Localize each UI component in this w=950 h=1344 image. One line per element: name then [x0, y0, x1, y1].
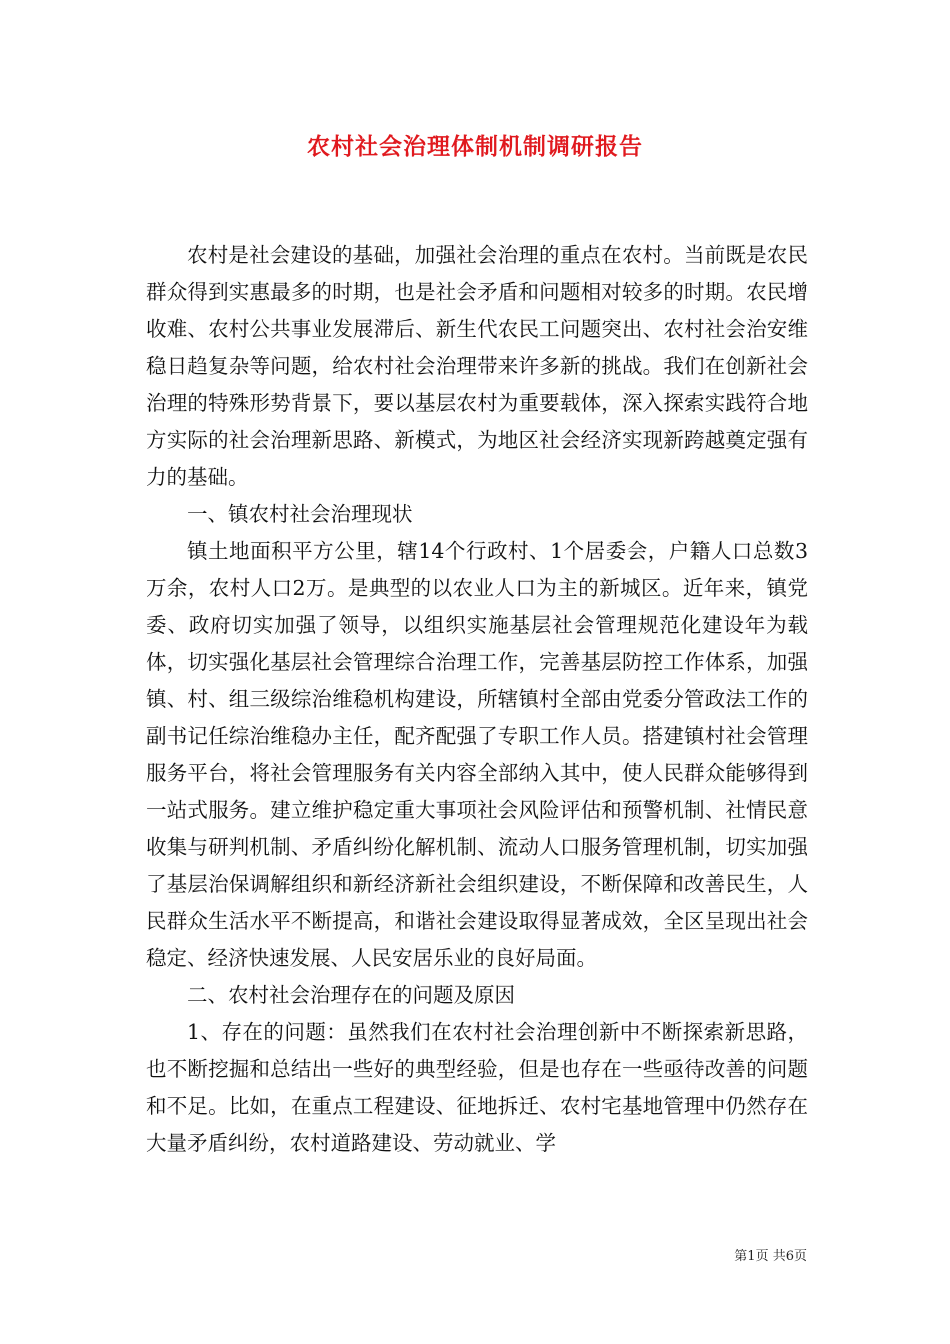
- footer-current-page: 1: [747, 1249, 756, 1264]
- page-number-footer: [734, 1245, 807, 1264]
- footer-middle: 页 共: [755, 1249, 786, 1264]
- document-title: 农村社会治理体制机制调研报告: [307, 133, 643, 160]
- paragraph-intro: 农村是社会建设的基础，加强社会治理的重点在农村。当前既是农民群众得到实惠最多的时期，也是社会矛盾和问题相对较多的时期。农民增收难、农村公共事业发展滞后、新生代农民工问题突出、农村社会治安维稳日趋复杂等问题，给农村社会治理带来许多新的挑战。我们在创新社会治理的特殊形势背景下，要以基层农村为重要载体，深入探索实践符合地方实际的社会治理新思路、新模式，为地区社会经济实现新跨越奠定强有力的基础。: [146, 243, 808, 489]
- section-heading-1: 一、镇农村社会治理现状: [187, 502, 413, 526]
- paragraph-problems: 1、存在的问题：虽然我们在农村社会治理创新中不断探索新思路，也不断挖掘和总结出一些好的典型经验，但是也存在一些亟待改善的问题和不足。比如，在重点工程建设、征地拆迁、农村宅基地管理中仍然存在大量矛盾纠纷，农村道路建设、劳动就业、学: [146, 1020, 808, 1155]
- paragraph-status: 镇土地面积平方公里，辖14个行政村、1个居委会，户籍人口总数3万余，农村人口2万。是典型的以农业人口为主的新城区。近年来，镇党委、政府切实加强了领导，以组织实施基层社会管理规范化建设年为载体，切实强化基层社会管理综合治理工作，完善基层防控工作体系，加强镇、村、组三级综治维稳机构建设，所辖镇村全部由党委分管政法工作的副书记任综治维稳办主任，配齐配强了专职工作人员。搭建镇村社会管理服务平台，将社会管理服务有关内容全部纳入其中，使人民群众能够得到一站式服务。建立维护稳定重大事项社会风险评估和预警机制、社情民意收集与研判机制、矛盾纠纷化解机制、流动人口服务管理机制，切实加强了基层治保调解组织和新经济新社会组织建设，不断保障和改善民生，人民群众生活水平不断提高，和谐社会建设取得显著成效，全区呈现出社会稳定、经济快速发展、人民安居乐业的良好局面。: [146, 539, 808, 970]
- document-body: [146, 237, 808, 1162]
- footer-prefix: 第: [734, 1249, 748, 1264]
- footer-suffix: 页: [793, 1249, 807, 1264]
- footer-total-pages: 6: [785, 1249, 794, 1264]
- section-heading-2: 二、农村社会治理存在的问题及原因: [187, 983, 515, 1007]
